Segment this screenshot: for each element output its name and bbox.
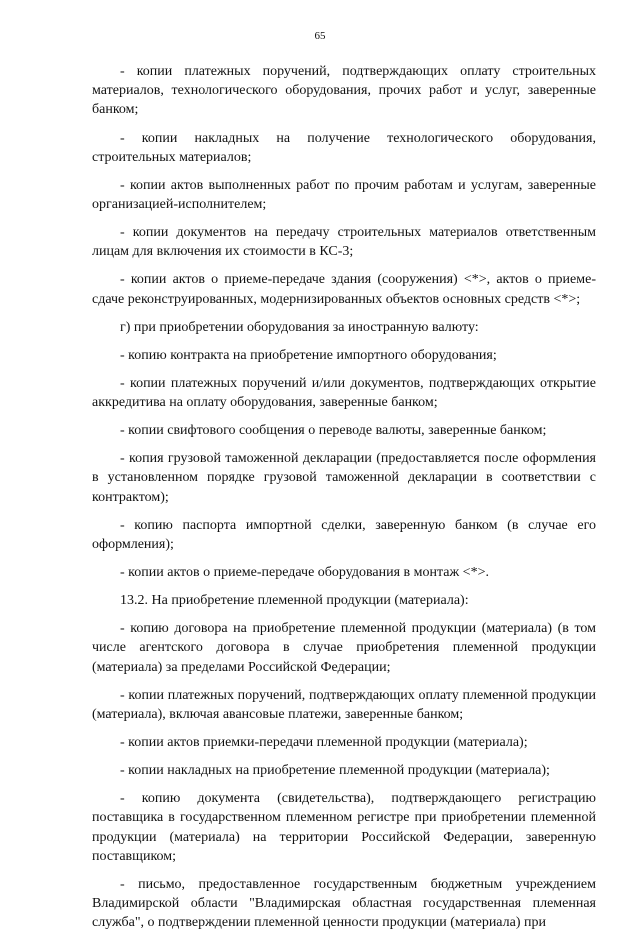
paragraph: - копии свифтового сообщения о переводе валюты, заверенные банком; xyxy=(120,423,547,439)
paragraph: - копии накладных на приобретение племенной продукции (материала); xyxy=(120,763,550,779)
paragraph: - копии актов выполненных работ по прочим работам и услугам, заверенные организацией-исполнителем; xyxy=(92,177,596,212)
paragraph: - копии платежных поручений, подтверждающих оплату племенной продукции (материала), включая авансовые платежи, заверенные банком; xyxy=(92,687,596,722)
paragraph: - копии актов приемки-передачи племенной продукции (материала); xyxy=(120,735,528,751)
paragraph: - копии актов о приеме-передаче здания (сооружения) <*>, актов о приеме-сдаче реконструированных, модернизированных объектов основных средств <*>; xyxy=(92,272,596,307)
paragraph: г) при приобретении оборудования за иностранную валюту: xyxy=(120,319,479,335)
paragraph: - копии платежных поручений, подтверждающих оплату строительных материалов, технологического оборудования, прочих работ и услуг, заверенные банком; xyxy=(92,64,596,118)
page-number: 65 xyxy=(314,30,326,42)
paragraph: - копии платежных поручений и/или документов, подтверждающих открытие аккредитива на оплату оборудования, заверенные банком; xyxy=(92,375,596,411)
document-body xyxy=(92,62,596,941)
paragraph: - копии актов о приеме-передаче оборудования в монтаж <*>. xyxy=(120,565,489,581)
paragraph: - копии документов на передачу строительных материалов ответственным лицам для включения их стоимости в КС-3; xyxy=(92,225,596,260)
paragraph: - письмо, предоставленное государственным бюджетным учреждением Владимирской области "Владимирская областная государственная племенная служба", о подтверждении племенной ценности продукции (материала) при xyxy=(92,876,596,931)
section-heading: 13.2. На приобретение племенной продукции (материала): xyxy=(120,593,469,609)
paragraph: - копию документа (свидетельства), подтверждающего регистрацию поставщика в государственном племенном регистре при приобретении племенной продукции (материала) на территории Российской Федерации, заверенную поставщиком; xyxy=(92,791,596,864)
paragraph: - копию контракта на приобретение импортного оборудования; xyxy=(120,347,497,363)
paragraph: - копия грузовой таможенной декларации (предоставляется после оформления в установленном порядке грузовой таможенной декларации в соответствии с контрактом); xyxy=(92,451,596,505)
paragraph: - копию паспорта импортной сделки, заверенную банком (в случае его оформления); xyxy=(92,517,596,552)
paragraph: - копию договора на приобретение племенной продукции (материала) (в том числе агентского договора в случае приобретения племенной продукции (материала) за пределами Российской Федерации; xyxy=(92,621,596,675)
paragraph: - копии накладных на получение технологического оборудования, строительных материалов; xyxy=(92,130,596,165)
